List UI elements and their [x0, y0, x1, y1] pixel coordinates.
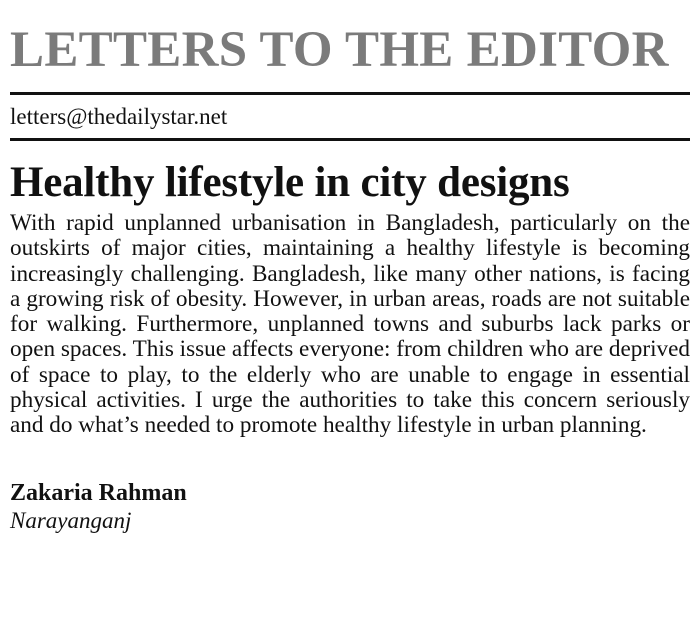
letter-headline: Healthy lifestyle in city designs: [10, 159, 570, 206]
letter-body: With rapid unplanned urbanisation in Bangladesh, particularly on the outskirts of major cities, maintaining a healthy lifestyle is becoming increasingly challenging. Bangladesh, like many other nations, is facing a growing risk of obesity. However, in urban areas, roads are not suitable for walking. Furthermore, unplanned towns and suburbs lack parks or open spaces. This issue affects everyone: from children who are deprived of space to play, to the elderly who are unable to engage in essential physical activities. I urge the authorities to take this concern seriously and do what’s needed to promote healthy lifestyle in urban planning.: [10, 210, 690, 439]
letters-page: [10, 0, 690, 535]
author-name: Zakaria Rahman: [10, 479, 187, 506]
author-location: Narayanganj: [10, 507, 132, 533]
section-title: LETTERS TO THE EDITOR: [10, 22, 669, 78]
letter-article: [10, 141, 690, 535]
editor-email[interactable]: letters@thedailystar.net: [10, 104, 228, 129]
